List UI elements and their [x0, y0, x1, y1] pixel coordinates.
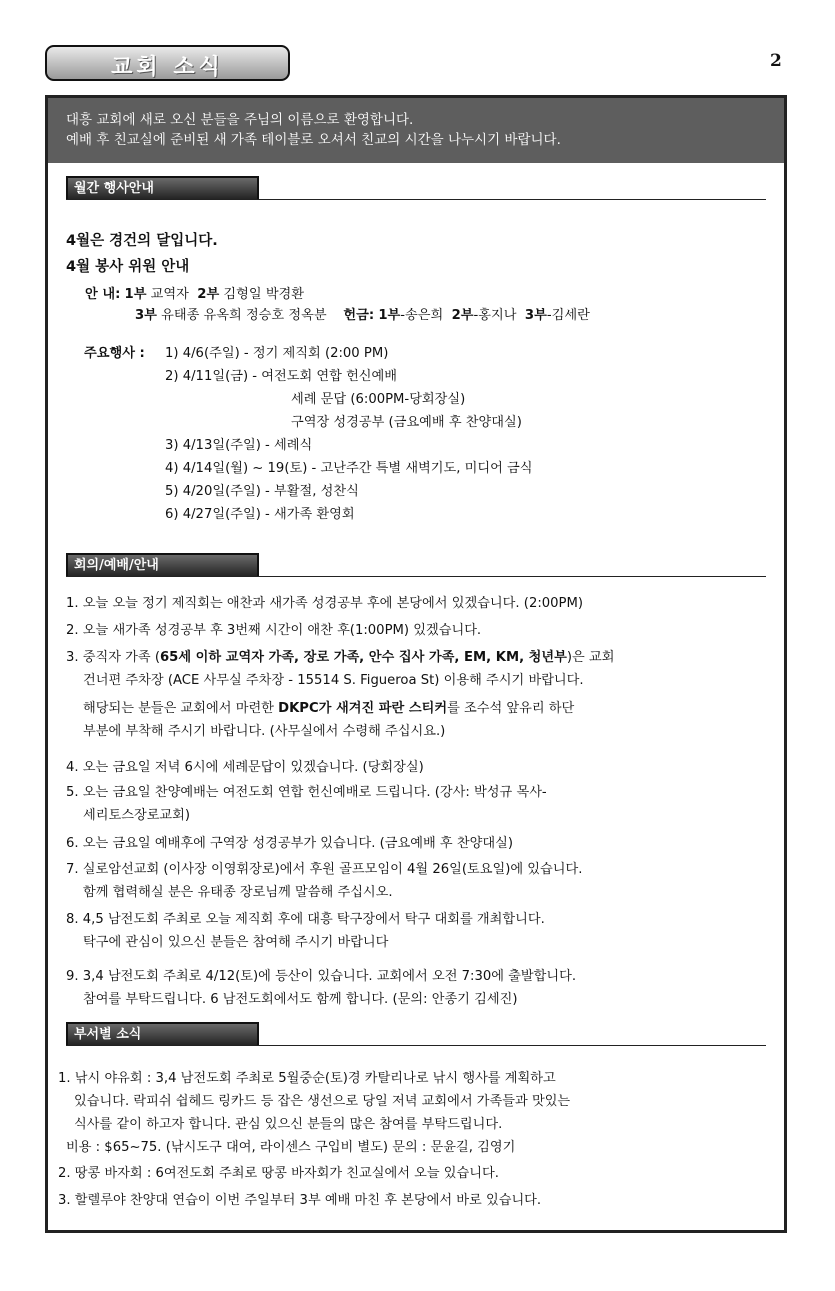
section-divider [66, 199, 766, 200]
monthly-theme: 4월은 경건의 달입니다. [66, 233, 218, 249]
event-item: 6) 4/27일(주일) - 새가족 환영회 [165, 507, 355, 522]
welcome-banner [48, 98, 784, 163]
guide-3-label: 3부 [135, 308, 157, 323]
offering-2-label: 2부 [451, 308, 474, 323]
guide-3-names: 유태종 유옥희 정승호 정옥분 [161, 308, 327, 323]
department-item: 있습니다. 락피쉬 쉽헤드 링카드 등 잡은 생선으로 당일 저녁 교회에서 가족들과 맛있는 [74, 1094, 571, 1109]
welcome-line: 예배 후 친교실에 준비된 새 가족 테이블로 오셔서 친교의 시간을 나누시기 바랍니다. [66, 132, 561, 148]
notice-item: 8. 4,5 남전도회 주최로 오늘 제직회 후에 대흥 탁구장에서 탁구 대회를 개최합니다. [66, 912, 545, 927]
notice-item [66, 649, 614, 667]
notice-text: 해당되는 분들은 교회에서 마련한 [83, 701, 279, 716]
offering-3-name: -김세란 [546, 308, 590, 323]
notice-item: 5. 오는 금요일 찬양예배는 여전도회 연합 헌신예배로 드립니다. (강사: 박성규 목사- [66, 785, 547, 800]
section-divider [66, 1045, 766, 1046]
notice-bold-text: DKPC가 새겨진 파란 스티커 [278, 701, 448, 716]
guide-2-names: 김형일 박경환 [223, 287, 305, 302]
section-header-meeting: 회의/예배/안내 [66, 553, 259, 576]
notice-item: 9. 3,4 남전도회 주최로 4/12(토)에 등산이 있습니다. 교회에서 오전 7:30에 출발합니다. [66, 969, 577, 984]
offering-1-name: -송은희 [400, 308, 444, 323]
event-item: 5) 4/20일(주일) - 부활절, 성찬식 [165, 484, 359, 499]
page-number: 2 [770, 51, 782, 71]
event-item: 4) 4/14일(월) ~ 19(토) - 고난주간 특별 새벽기도, 미디어 금식 [165, 461, 533, 476]
notice-item: 2. 오늘 새가족 성경공부 후 3번째 시간이 애찬 후(1:00PM) 있겠습니다. [66, 623, 482, 638]
notice-item [83, 700, 574, 718]
events-label-text: 주요행사 : [84, 346, 145, 361]
department-item: 1. 낚시 야유회 : 3,4 남전도회 주최로 5월중순(토)경 카탈리나로 낚시 행사를 계획하고 [58, 1071, 556, 1086]
guide-1-label: 1부 [124, 287, 147, 302]
notice-item: 4. 오는 금요일 저녁 6시에 세례문답이 있겠습니다. (당회장실) [66, 760, 424, 775]
offering-1-label: 1부 [378, 308, 401, 323]
notice-item: 1. 오늘 오늘 정기 제직회는 애찬과 새가족 성경공부 후에 본당에서 있겠습니다. (2:00PM) [66, 596, 584, 611]
event-item: 1) 4/6(주일) - 정기 제직회 (2:00 PM) [165, 346, 389, 361]
notice-text: )은 교회 [566, 650, 615, 665]
notice-bold-text: 65세 이하 교역자 가족, 장로 가족, 안수 집사 가족, EM, KM, 청년부 [160, 650, 567, 665]
welcome-line: 대흥 교회에 새로 오신 분들을 주님의 이름으로 환영합니다. [66, 112, 414, 128]
event-item: 구역장 성경공부 (금요예배 후 찬양대실) [291, 415, 522, 430]
section-divider [66, 576, 766, 577]
event-item: 3) 4/13일(주일) - 세례식 [165, 438, 313, 453]
offering-2-name: -홍지나 [473, 308, 517, 323]
events-label [84, 345, 145, 363]
offering-3-label: 3부 [524, 308, 547, 323]
event-item: 2) 4/11일(금) - 여전도회 연합 헌신예배 [165, 369, 398, 384]
notice-item: 탁구에 관심이 있으신 분들은 참여해 주시기 바랍니다 [83, 935, 389, 950]
page-title: 교회 소식 [111, 55, 224, 80]
section-header-department: 부서별 소식 [66, 1022, 259, 1045]
notice-text: 를 조수석 앞유리 하단 [447, 701, 575, 716]
notice-item: 6. 오는 금요일 예배후에 구역장 성경공부가 있습니다. (금요예배 후 찬양대실) [66, 836, 513, 851]
event-item: 세례 문답 (6:00PM-당회장실) [291, 392, 466, 407]
notice-item: 참여를 부탁드립니다. 6 남전도회에서도 함께 합니다. (문의: 안종기 김세진) [83, 992, 518, 1007]
notice-text: 3. 중직자 가족 ( [66, 650, 160, 665]
section-title-banner [45, 45, 290, 81]
offering-label: 헌금: [343, 308, 375, 323]
notice-item: 세리토스장로교회) [83, 808, 191, 823]
bulletin-frame [45, 95, 787, 1233]
department-item: 3. 할렐루야 찬양대 연습이 이번 주일부터 3부 예배 마친 후 본당에서 바로 있습니다. [58, 1193, 542, 1208]
department-item: 비용 : $65~75. (낚시도구 대여, 라이센스 구입비 별도) 문의 : 문윤길, 김영기 [66, 1140, 516, 1155]
department-item: 2. 땅콩 바자회 : 6여전도회 주최로 땅콩 바자회가 친교실에서 오늘 있습니다. [58, 1166, 499, 1181]
volunteers-title: 4월 봉사 위원 안내 [66, 259, 190, 275]
notice-item: 7. 실로암선교회 (이사장 이영휘장로)에서 후원 골프모임이 4월 26일(토요일)에 있습니다. [66, 862, 583, 877]
guide-2-label: 2부 [197, 287, 220, 302]
guide-label: 안 내: [85, 287, 121, 302]
notice-item: 건너편 주차장 (ACE 사무실 주차장 - 15514 S. Figueroa St) 이용해 주시기 바랍니다. [83, 673, 584, 688]
guide-1-names: 교역자 [150, 287, 189, 302]
guide-row-2 [135, 307, 590, 325]
department-item: 식사를 같이 하고자 합니다. 관심 있으신 분들의 많은 참여를 부탁드립니다. [74, 1117, 503, 1132]
guide-row-1 [85, 286, 304, 304]
section-header-monthly: 월간 행사안내 [66, 176, 259, 199]
notice-item: 함께 협력해실 분은 유태종 장로님께 말씀해 주십시오. [83, 885, 393, 900]
notice-item: 부분에 부착해 주시기 바랍니다. (사무실에서 수령해 주십시요.) [83, 724, 446, 739]
